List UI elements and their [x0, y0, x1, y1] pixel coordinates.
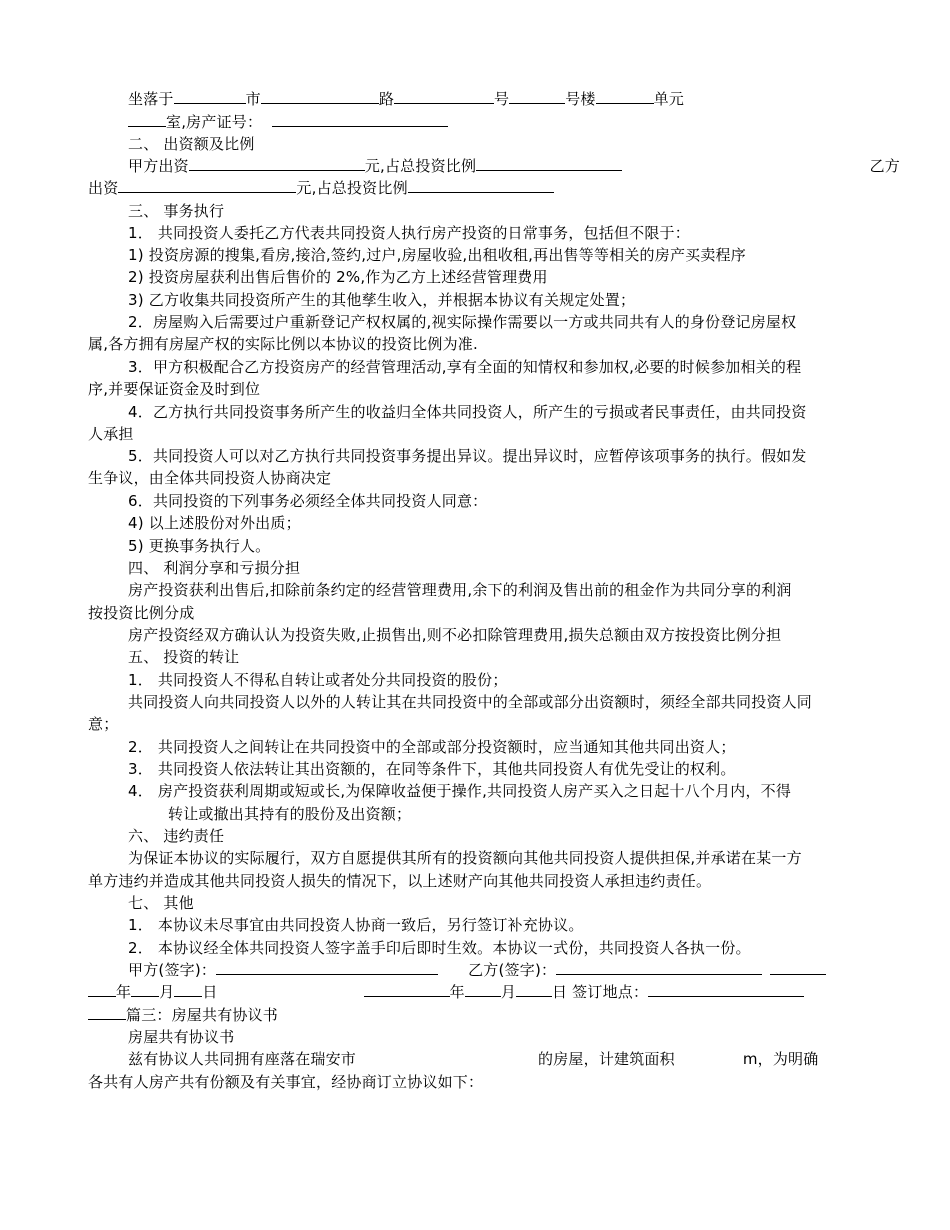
section-heading: 二、 出资额及比例 [128, 135, 255, 153]
paragraph-line: 2．房屋购入后需要过户重新登记产权权属的,视实际操作需要以一方或共同共有人的身份登记房屋权 [128, 313, 797, 331]
blank-day-b [516, 981, 552, 997]
article-title: 篇三：房屋共有协议书 [126, 1006, 279, 1024]
blank-city [174, 88, 246, 104]
label-number: 号 [494, 90, 510, 108]
blank-year-b [364, 981, 450, 997]
section-heading: 三、 事务执行 [128, 202, 225, 220]
blank-a-ratio [476, 155, 622, 171]
section-heading: 五、 投资的转让 [128, 648, 240, 666]
label-unit: 单元 [653, 90, 685, 108]
paragraph-line: 1． 共同投资人不得私自转让或者处分共同投资的股份； [128, 671, 508, 689]
article-heading [88, 1004, 860, 1026]
paragraph-line: 1． 本协议未尽事宜由共同投资人协商一致后，另行签订补充协议。 [128, 916, 584, 934]
party-a-contribution [128, 155, 900, 177]
blank-party-b-signature [556, 959, 762, 975]
section-heading: 六、 违约责任 [128, 827, 225, 845]
blank-b-ratio [408, 177, 554, 193]
paragraph-line: 按投资比例分成 [88, 604, 195, 622]
paragraph-line: 为保证本协议的实际履行，双方自愿提供其所有的投资额向其他共同投资人提供担保,并承诺在某一方 [128, 849, 802, 867]
paragraph-line: 人承担 [88, 425, 134, 443]
paragraph-line: 2． 本协议经全体共同投资人签字盖手印后即时生效。本协议一式份，共同投资人各执一份。 [128, 939, 751, 957]
paragraph-line: 转让或撤出其持有的股份及出资额； [168, 805, 412, 823]
paragraph-line: 房产投资经双方确认认为投资失败,止损售出,则不必扣除管理费用,损失总额由双方按投资比例分担 [128, 626, 782, 644]
paragraph-line: 属,各方拥有房屋产权的实际比例以本协议的投资比例为准. [88, 335, 478, 353]
paragraph-line: 1) 投资房源的搜集,看房,接洽,签约,过户,房屋收验,出租收租,再出售等等相关的房产买卖程序 [128, 246, 746, 264]
label-party-b-signature: 乙方(签字)： [468, 961, 557, 979]
label-ratio: 元,占总投资比例 [364, 157, 477, 175]
label-month: 月 [159, 983, 175, 1001]
label-building: 号楼 [565, 90, 596, 108]
paragraph-line: 6．共同投资的下列事务必须经全体共同投资人同意： [128, 492, 488, 510]
party-b-contribution [88, 177, 860, 199]
blank-signing-place [648, 981, 804, 997]
blank-day-a [174, 981, 202, 997]
paragraph-line: 3) 乙方收集共同投资所产生的其他孳生收入，并根据本协议有关规定处置； [128, 291, 636, 309]
label-party-a-signature: 甲方(签字)： [128, 961, 217, 979]
label-city: 市 [245, 90, 261, 108]
paragraph-line: 序,并要保证资金及时到位 [88, 380, 261, 398]
text-fragment: 兹有协议人共同拥有座落在瑞安市 [128, 1050, 357, 1068]
paragraph-line: 5．共同投资人可以对乙方执行共同投资事务提出异议。提出异议时，应暂停该项事务的执行。假如发 [128, 447, 807, 465]
label-room-cert: 室,房产证号： [166, 113, 263, 131]
blank-party-a-signature [216, 959, 438, 975]
paragraph-line: 意； [88, 715, 119, 733]
paragraph-line: 生争议，由全体共同投资人协商决定 [88, 469, 332, 487]
label-month: 月 [500, 983, 517, 1001]
blank-month-a [131, 981, 159, 997]
label-year: 年 [116, 983, 132, 1001]
label-party-a-contribution: 甲方出资 [128, 157, 189, 175]
label-day: 日 [202, 983, 218, 1001]
section-heading: 七、 其他 [128, 894, 194, 912]
paragraph-line: 3．甲方积极配合乙方投资房产的经营管理活动,享有全面的知情权和参加权,必要的时候参加相关的程 [128, 358, 802, 376]
signature-line [128, 959, 860, 981]
paragraph-line: 共同投资人向共同投资人以外的人转让其在共同投资中的全部或部分出资额时，须经全部共同投资人同 [128, 693, 813, 711]
paragraph-line: 各共有人房产共有份额及有关事宜，经协商订立协议如下： [88, 1073, 484, 1091]
paragraph-line: 3． 共同投资人依法转让其出资额的，在同等条件下，其他共同投资人有优先受让的权利。 [128, 760, 736, 778]
room-cert-line [128, 111, 900, 133]
label-ratio: 元,占总投资比例 [296, 179, 408, 197]
paragraph-line: 2． 共同投资人之间转让在共同投资中的全部或部分投资额时，应当通知其他共同出资人； [128, 738, 736, 756]
agreement-title: 房屋共有协议书 [128, 1028, 235, 1046]
blank-unit [596, 88, 654, 104]
blank-building [509, 88, 565, 104]
label-party-b: 乙方 [869, 157, 900, 175]
paragraph-line: 房产投资获利出售后,扣除前条约定的经营管理费用,余下的利润及售出前的租金作为共同分享的利润 [128, 581, 792, 599]
label-road: 路 [378, 90, 395, 108]
section-heading: 四、 利润分享和亏损分担 [128, 559, 301, 577]
label-contribution: 出资 [88, 179, 119, 197]
blank-place-continuation [88, 1004, 126, 1020]
blank-road [261, 88, 379, 104]
blank-continuation [770, 959, 826, 975]
paragraph-line: 1． 共同投资人委托乙方代表共同投资人执行房产投资的日常事务，包括但不限于： [128, 224, 690, 242]
paragraph-line: 2) 投资房屋获利出售后售价的 2%,作为乙方上述经营管理费用 [128, 268, 548, 286]
blank-b-amount [118, 177, 296, 193]
text-fragment: 的房屋，计建筑面积 [538, 1050, 675, 1068]
blank-number [394, 88, 494, 104]
paragraph-line [128, 1048, 860, 1070]
paragraph-line: 5) 更换事务执行人。 [128, 537, 271, 555]
blank-cert-no [272, 111, 448, 127]
label-year: 年 [449, 983, 465, 1001]
paragraph-line: 4) 以上述股份对外出质； [128, 514, 301, 532]
label-day-place: 日 签订地点： [552, 983, 649, 1001]
blank-a-amount [189, 155, 365, 171]
date-line [88, 981, 860, 1003]
blank-year-a [88, 981, 116, 997]
address-line [128, 88, 900, 110]
blank-month-b [465, 981, 501, 997]
paragraph-line: 4．乙方执行共同投资事务所产生的收益归全体共同投资人，所产生的亏损或者民事责任，由共同投资 [128, 403, 807, 421]
paragraph-line: 单方违约并造成其他共同投资人损失的情况下，以上述财产向其他共同投资人承担违约责任。 [88, 872, 712, 890]
blank-room [128, 111, 166, 127]
text-fragment: m，为明确 [742, 1050, 819, 1068]
label-located-at: 坐落于 [128, 90, 174, 108]
paragraph-line: 4． 房产投资获利周期或短或长,为保障收益便于操作,共同投资人房产买入之日起十八个月内，不得 [128, 782, 792, 800]
